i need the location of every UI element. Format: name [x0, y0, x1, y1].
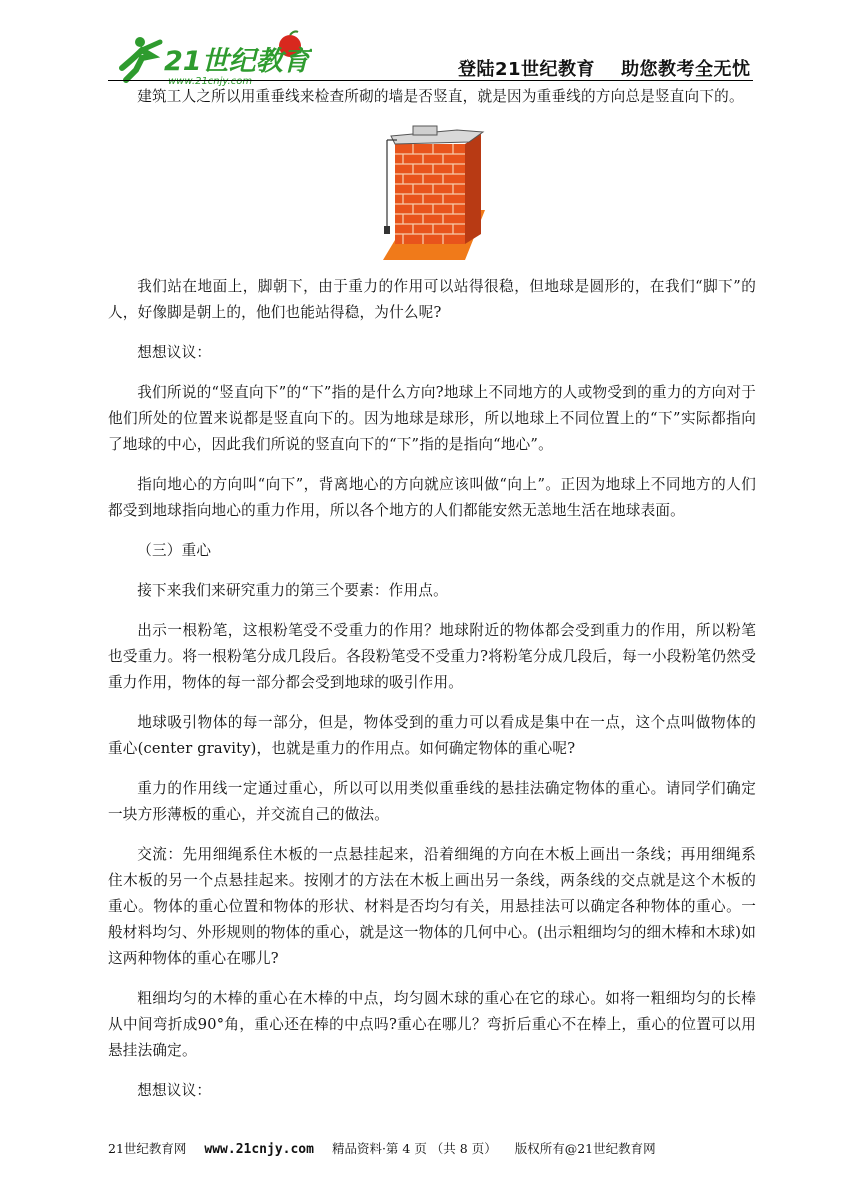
runner-icon — [122, 37, 160, 80]
paragraph: 地球吸引物体的每一部分，但是，物体受到的重力可以看成是集中在一点，这个点叫做物体的重心(center gravity)，也就是重力的作用点。如何确定物体的重心呢? — [108, 714, 756, 757]
footer-site-name: 21世纪教育网 — [108, 1141, 187, 1156]
header-slogan — [458, 55, 751, 81]
footer-site-link[interactable]: www.21cnjy.com — [204, 1142, 314, 1157]
section-heading: （三）重心 — [137, 542, 212, 559]
brick-wall-plumb-line-illustration — [373, 124, 505, 260]
footer-page-info: 精品资料·第 4 页 （共 8 页） — [331, 1141, 497, 1156]
page-footer — [108, 1139, 768, 1157]
paragraph: 建筑工人之所以用重垂线来检查所砌的墙是否竖直，就是因为重垂线的方向总是竖直向下的。 — [137, 88, 744, 105]
svg-text:21世纪教育: 21世纪教育 — [164, 46, 310, 77]
paragraph: 指向地心的方向叫“向下”，背离地心的方向就应该叫做“向上”。正因为地球上不同地方的人们都受到地球指向地心的重力作用，所以各个地方的人们都能安然无恙地生活在地球表面。 — [108, 476, 756, 519]
paragraph: 粗细均匀的木棒的重心在木棒的中点，均匀圆木球的重心在它的球心。如将一粗细均匀的长棒从中间弯折成90°角，重心还在棒的中点吗?重心在哪儿？弯折后重心不在棒上，重心的位置可以用悬挂法确定。 — [108, 990, 756, 1059]
slogan-right: 助您教考全无忧 — [621, 59, 751, 80]
svg-text:www.21cnjy.com: www.21cnjy.com — [168, 76, 253, 87]
paragraph: 想想议议： — [137, 1082, 212, 1099]
paragraph: 我们所说的“竖直向下”的“下”指的是什么方向?地球上不同地方的人或物受到的重力的方向对于他们所处的位置来说都是竖直向下的。因为地球是球形，所以地球上不同位置上的“下”实际都指向了地球的中心，因此我们所说的竖直向下的“下”指的是指向“地心”。 — [108, 384, 756, 453]
document-body — [108, 84, 756, 1104]
header-divider — [108, 80, 753, 81]
slogan-left: 登陆21世纪教育 — [458, 59, 596, 80]
paragraph: 接下来我们来研究重力的第三个要素：作用点。 — [137, 582, 448, 599]
paragraph: 我们站在地面上，脚朝下，由于重力的作用可以站得很稳，但地球是圆形的，在我们“脚下”的人，好像脚是朝上的，他们也能站得稳，为什么呢? — [108, 278, 756, 321]
paragraph: 想想议议： — [137, 344, 212, 361]
paragraph: 出示一根粉笔，这根粉笔受不受重力的作用？地球附近的物体都会受到重力的作用，所以粉笔也受重力。将一根粉笔分成几段后。各段粉笔受不受重力?将粉笔分成几段后，每一小段粉笔仍然受重力作用，物体的每一部分都会受到地球的吸引作用。 — [108, 622, 756, 691]
brand-logo — [112, 28, 312, 88]
footer-copyright: 版权所有@21世纪教育网 — [514, 1141, 656, 1156]
paragraph: 交流：先用细绳系住木板的一点悬挂起来，沿着细绳的方向在木板上画出一条线；再用细绳系住木板的另一个点悬挂起来。按刚才的方法在木板上画出另一条线，两条线的交点就是这个木板的重心。物体的重心位置和物体的形状、材料是否均匀有关，用悬挂法可以确定各种物体的重心。一般材料均匀、外形规则的物体的重心，就是这一物体的几何中心。(出示粗细均匀的细木棒和木球)如这两种物体的重心在哪儿? — [108, 846, 756, 967]
paragraph: 重力的作用线一定通过重心，所以可以用类似重垂线的悬挂法确定物体的重心。请同学们确定一块方形薄板的重心，并交流自己的做法。 — [108, 780, 756, 823]
